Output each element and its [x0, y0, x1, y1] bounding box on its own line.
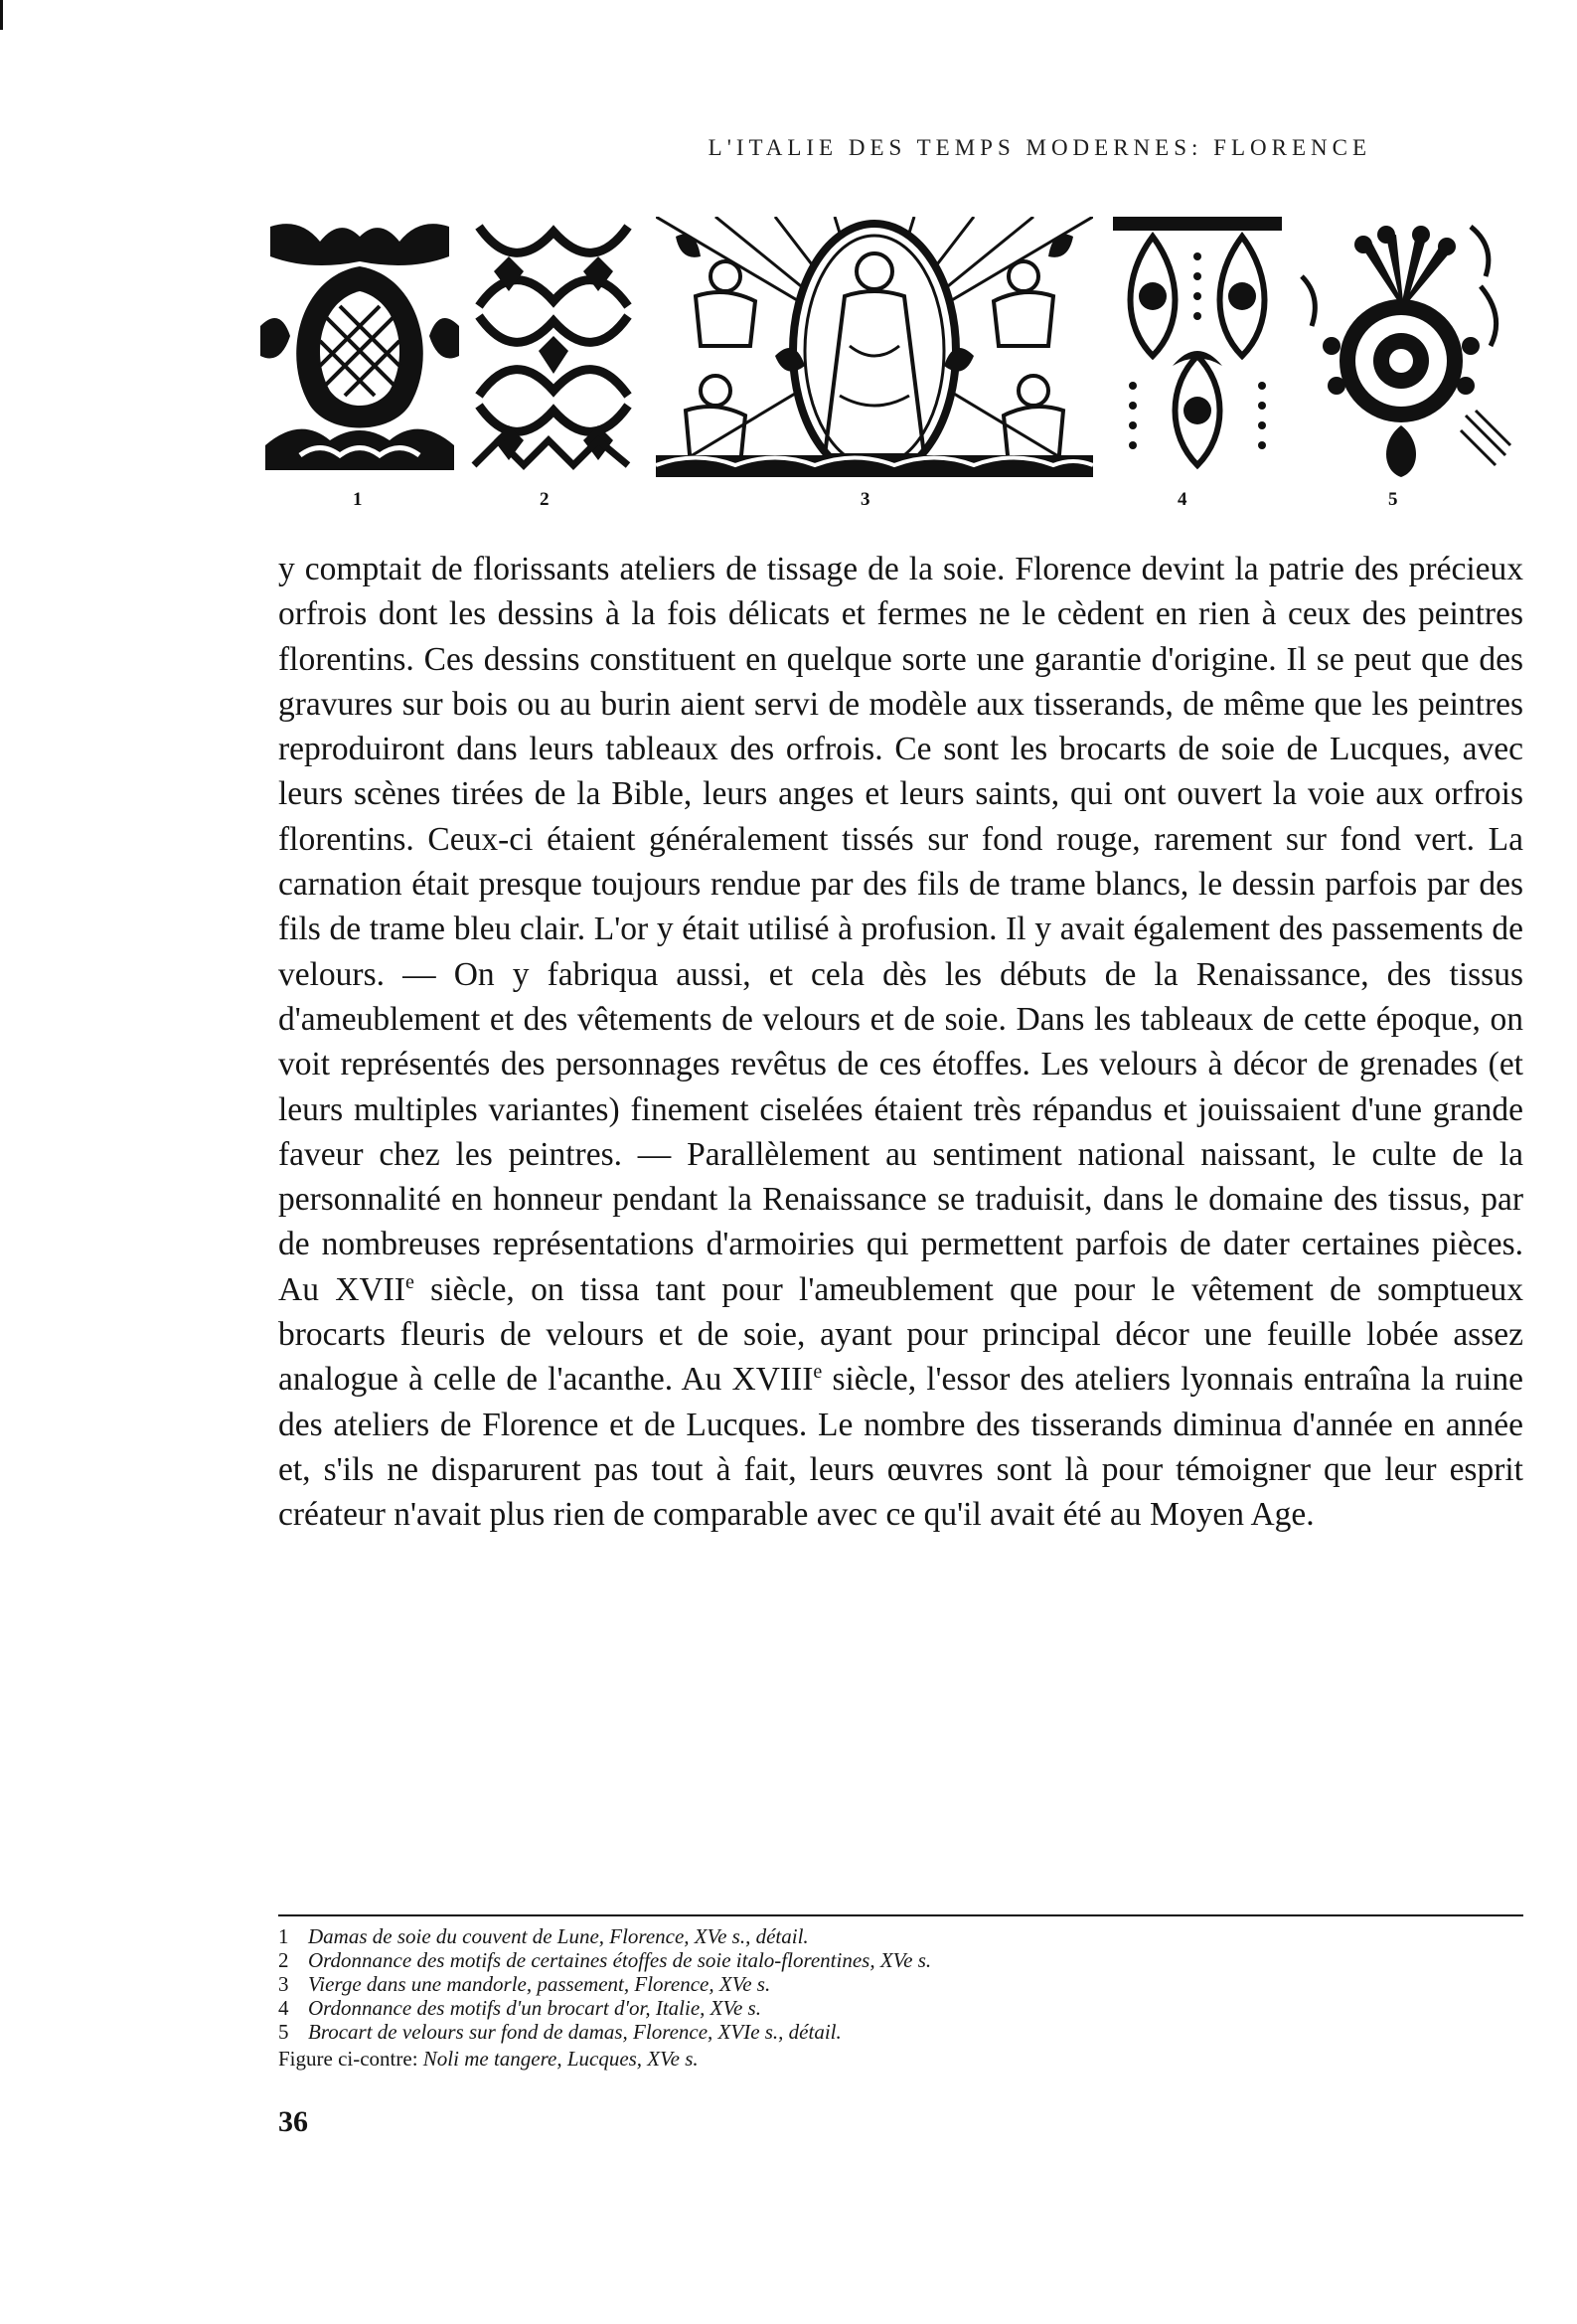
- running-head: L'ITALIE DES TEMPS MODERNES: FLORENCE: [708, 135, 1371, 160]
- caption-number: 1: [278, 1924, 289, 1948]
- caption-text: Ordonnance des motifs d'un brocart d'or, Italie, XVe s.: [308, 1996, 761, 2020]
- page-number: 36: [278, 2105, 308, 2138]
- caption-1: [278, 1924, 1523, 1948]
- century-superscript: e: [404, 1270, 414, 1293]
- plate-captions: [278, 1924, 1523, 2072]
- gold-brocade-pattern-icon: [1113, 217, 1282, 477]
- caption-number: 2: [278, 1948, 289, 1972]
- caption-number: 4: [278, 1996, 289, 2020]
- plate-number-3: 3: [861, 489, 870, 510]
- body-text-part-3: siècle, l'essor des ateliers lyonnais entraîna la ruine des ateliers de Florence et de Lucques. Le nombre des tisserands diminua d'année en année et, s'ils ne disparurent pas tout à fait, leurs œuvres sont là pour témoigner que leur esprit créateur n'avait plus rien de comparable avec ce qu'il avait été au Moyen Age.: [278, 1361, 1524, 1534]
- plate-number-1: 1: [353, 489, 363, 510]
- caption-text: Ordonnance des motifs de certaines étoffes de soie italo-florentines, XVe s.: [308, 1948, 932, 1972]
- virgin-in-mandorla-orphrey-icon: [656, 217, 1093, 477]
- caption-5: [278, 2020, 1523, 2044]
- caption-2: [278, 1948, 1523, 1972]
- caption-number: 5: [278, 2020, 289, 2044]
- footnote-rule: [278, 1914, 1523, 1916]
- caption-text: Brocart de velours sur fond de damas, Florence, XVIe s., détail.: [308, 2020, 842, 2044]
- caption-number: 3: [278, 1972, 289, 1996]
- caption-3: [278, 1972, 1523, 1996]
- plate-number-2: 2: [540, 489, 550, 510]
- body-text-part-2: siècle, on tissa tant pour l'ameublement que pour le vêtement de somptueux brocarts fleuris de velours et de soie, ayant pour principal décor une feuille lobée assez analogue à celle de l'acanthe. Au XVIII: [278, 1270, 1524, 1399]
- figure-note-title: Noli me tangere, Lucques, XVe s.: [422, 2047, 699, 2071]
- plate-number-5: 5: [1388, 489, 1398, 510]
- century-superscript: e: [813, 1361, 823, 1384]
- figure-note: [278, 2046, 1523, 2072]
- ogival-lattice-pattern-icon: [469, 217, 638, 477]
- textile-plates: [0, 0, 1577, 537]
- damask-pomegranate-pattern-icon: [260, 217, 459, 477]
- plate-number-4: 4: [1178, 489, 1187, 510]
- body-text-part-1: y comptait de florissants ateliers de tissage de la soie. Florence devint la patrie des précieux orfrois dont les dessins à la fois délicats et fermes ne le cèdent en rien à ceux des peintres florentins. Ces dessins constituent en quelque sorte une garantie d'origine. Il se peut que des gravures sur bois ou au burin aient servi de modèle aux tisserands, de même que les peintres reproduiront dans leurs tableaux des orfrois. Ce sont les brocarts de soie de Lucques, avec leurs scènes tirées de la Bible, leurs anges et leurs saints, qui ont ouvert la voie aux orfrois florentins. Ceux-ci étaient généralement tissés sur fond rouge, rarement sur fond vert. La carnation était presque toujours rendue par des fils de trame blancs, le dessin parfois par des fils de trame bleu clair. L'or y était utilisé à profusion. Il y avait également des passements de velours. — On y fabriqua aussi, et cela dès les débuts de la Renaissance, des tissus d'ameublement et des vêtements de velours et de soie. Dans les tableaux de cette époque, on voit représentés des personnages revêtus de ces étoffes. Les velours à décor de grenades (et leurs multiples variantes) finement ciselées étaient très répandus et jouissaient d'une grande faveur chez les peintres. — Parallèlement au sentiment national naissant, le culte de la personnalité en honneur pendant la Renaissance se traduisit, dans le domaine des tissus, par de nombreuses représentations d'armoiries qui permettent parfois de dater certaines pièces. Au XVII: [278, 551, 1523, 1308]
- body-paragraph: [278, 547, 1523, 1538]
- caption-text: Damas de soie du couvent de Lune, Florence, XVe s., détail.: [308, 1924, 809, 1948]
- velvet-brocade-flower-icon: [1292, 217, 1512, 477]
- caption-4: [278, 1996, 1523, 2020]
- caption-text: Vierge dans une mandorle, passement, Florence, XVe s.: [308, 1972, 771, 1996]
- figure-note-label: Figure ci-contre:: [278, 2047, 418, 2071]
